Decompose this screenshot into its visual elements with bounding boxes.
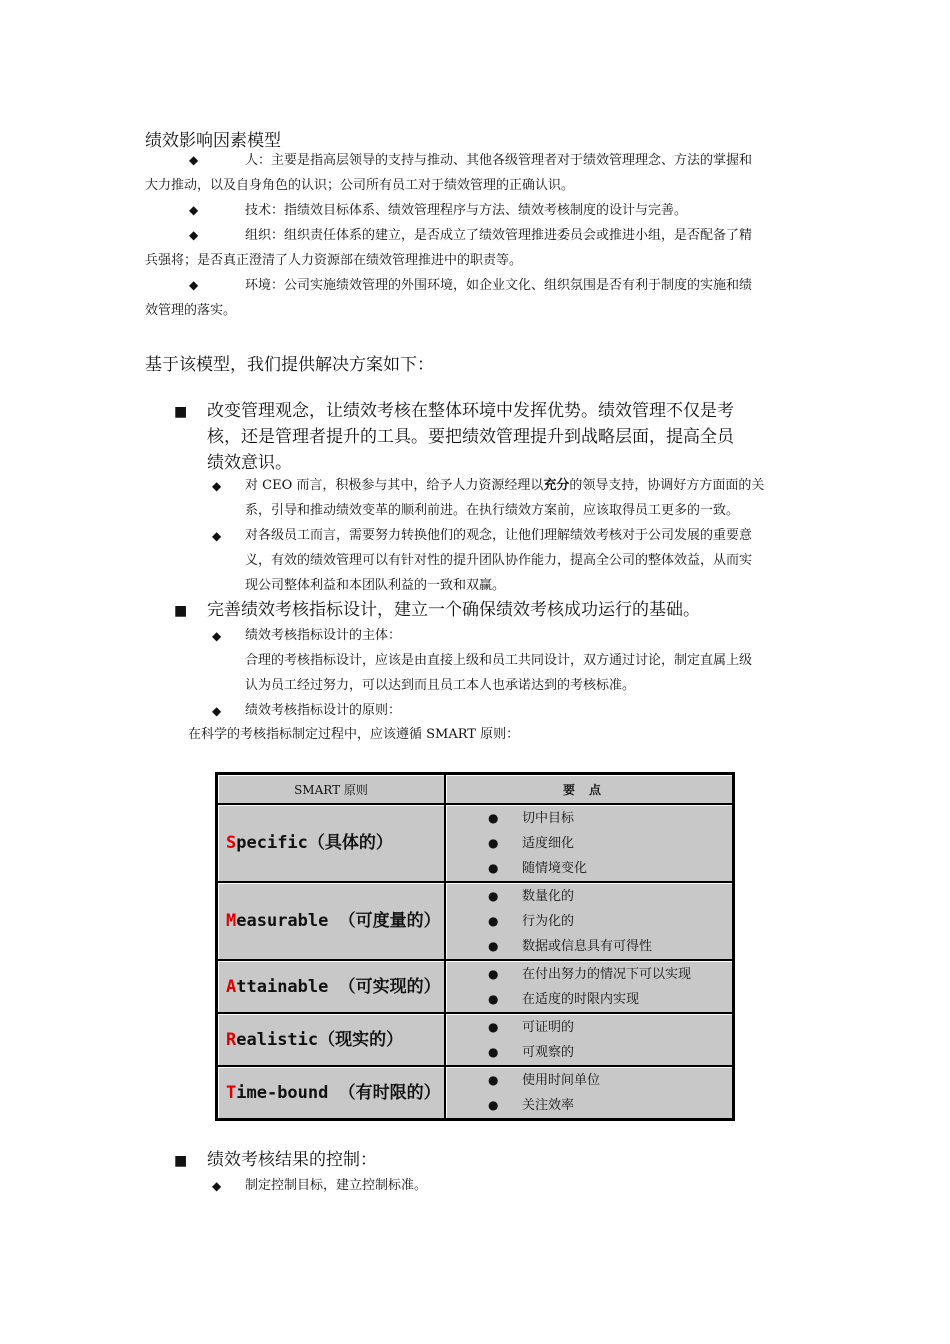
table-row	[217, 1013, 733, 1066]
diamond-bullet-icon: ◆	[212, 479, 222, 493]
diamond-bullet-icon: ◆	[189, 203, 199, 217]
smart-points-cell	[445, 882, 733, 960]
list-item: ● 可证明的	[446, 1015, 732, 1040]
dot-bullet-icon: ●	[488, 888, 499, 903]
dot-bullet-icon: ●	[488, 1044, 499, 1059]
list-item: ● 适度细化	[446, 831, 732, 856]
list-item: ● 可观察的	[446, 1040, 732, 1065]
solution-point-1: 改变管理观念，让绩效考核在整体环境中发挥优势。绩效管理不仅是考 核，还是管理者提升的工具。要把绩效管理提升到战略层面，提高全员 绩效意识。	[207, 401, 734, 473]
list-item: ● 关注效率	[446, 1093, 732, 1118]
table-header-row	[217, 774, 733, 804]
square-bullet-icon: ■	[174, 1153, 188, 1169]
smart-term-cell: Attainable （可实现的）	[217, 960, 445, 1013]
factor-paragraph: ◆ 技术：指绩效目标体系、绩效管理程序与方法、绩效考核制度的设计与完善。	[189, 203, 688, 218]
solution-point-2: 完善绩效考核指标设计，建立一个确保绩效考核成功运行的基础。	[207, 600, 700, 620]
diamond-bullet-icon: ◆	[189, 278, 199, 292]
table-row	[217, 960, 733, 1013]
list-item: ● 随情境变化	[446, 856, 732, 881]
diamond-bullet-icon: ◆	[212, 1179, 222, 1193]
diamond-bullet-icon: ◆	[212, 704, 222, 718]
dot-bullet-icon: ●	[488, 860, 499, 875]
square-bullet-icon: ■	[174, 603, 188, 619]
design-subject-body: 合理的考核指标设计，应该是由直接上级和员工共同设计，双方通过讨论，制定直属上级 认为员工经过努力，可以达到而且员工本人也承诺达到的考核标准。	[245, 653, 753, 693]
smart-term-cell: Realistic（现实的）	[217, 1013, 445, 1066]
smart-points-cell	[445, 1013, 733, 1066]
smart-points-cell	[445, 804, 733, 882]
table-row	[217, 804, 733, 882]
section-title: 绩效影响因素模型	[145, 131, 281, 151]
factor-paragraph: ◆ 组织：组织责任体系的建立，是否成立了绩效管理推进委员会或推进小组，是否配备了精 兵强将；是否真正澄清了人力资源部在绩效管理推进中的职责等。	[145, 228, 753, 268]
dot-bullet-icon: ●	[488, 1097, 499, 1112]
table-header-cell: SMART 原则	[217, 774, 445, 804]
dot-bullet-icon: ●	[488, 835, 499, 850]
list-item: ● 切中目标	[446, 806, 732, 831]
diamond-bullet-icon: ◆	[212, 629, 222, 643]
square-bullet-icon: ■	[174, 404, 188, 420]
dot-bullet-icon: ●	[488, 1072, 499, 1087]
diamond-bullet-icon: ◆	[212, 529, 222, 543]
list-item: ● 使用时间单位	[446, 1068, 732, 1093]
table-row	[217, 882, 733, 960]
dot-bullet-icon: ●	[488, 938, 499, 953]
control-target-item: 制定控制目标，建立控制标准。	[245, 1178, 428, 1193]
dot-bullet-icon: ●	[488, 913, 499, 928]
design-principle-label: 绩效考核指标设计的原则：	[245, 703, 402, 718]
list-item: ● 数据或信息具有可得性	[446, 934, 732, 959]
staff-paragraph: 对各级员工而言，需要努力转换他们的观念，让他们理解绩效考核对于公司发展的重要意 义，有效的绩效管理可以有针对性的提升团队协作能力，提高全公司的整体效益，从而实 现公司整体利益和本团队利益的一致和双赢。	[245, 528, 753, 593]
table-row	[217, 1066, 733, 1119]
smart-term-cell: Specific（具体的）	[217, 804, 445, 882]
factor-paragraph: ◆ 人：主要是指高层领导的支持与推动、其他各级管理者对于绩效管理理念、方法的掌握和 大力推动，以及自身角色的认识；公司所有员工对于绩效管理的正确认识。	[145, 153, 753, 193]
solution-heading: 基于该模型，我们提供解决方案如下：	[145, 355, 434, 375]
design-subject-label: 绩效考核指标设计的主体：	[245, 628, 402, 643]
smart-intro: 在科学的考核指标制定过程中，应该遵循 SMART 原则：	[188, 727, 520, 742]
dot-bullet-icon: ●	[488, 991, 499, 1006]
solution-point-3: 绩效考核结果的控制：	[207, 1150, 377, 1170]
dot-bullet-icon: ●	[488, 810, 499, 825]
smart-term-cell: Measurable （可度量的）	[217, 882, 445, 960]
factor-paragraph: ◆ 环境：公司实施绩效管理的外围环境，如企业文化、组织氛围是否有利于制度的实施和绩 效管理的落实。	[145, 278, 753, 318]
smart-points-cell	[445, 1066, 733, 1119]
diamond-bullet-icon: ◆	[189, 228, 199, 242]
list-item: ● 行为化的	[446, 909, 732, 934]
list-item: ● 在付出努力的情况下可以实现	[446, 962, 732, 987]
dot-bullet-icon: ●	[488, 966, 499, 981]
dot-bullet-icon: ●	[488, 1019, 499, 1034]
smart-points-cell	[445, 960, 733, 1013]
list-item: ● 数量化的	[446, 884, 732, 909]
ceo-paragraph: 对 CEO 而言，积极参与其中，给予人力资源经理以充分的领导支持，协调好方方面面的关 系，引导和推动绩效变革的顺利前进。在执行绩效方案前，应该取得员工更多的一致。	[245, 478, 765, 518]
table-header-cell: 要点	[445, 774, 733, 804]
diamond-bullet-icon: ◆	[189, 153, 199, 167]
list-item: ● 在适度的时限内实现	[446, 987, 732, 1012]
smart-table	[215, 772, 735, 1121]
smart-term-cell: Time-bound （有时限的）	[217, 1066, 445, 1119]
